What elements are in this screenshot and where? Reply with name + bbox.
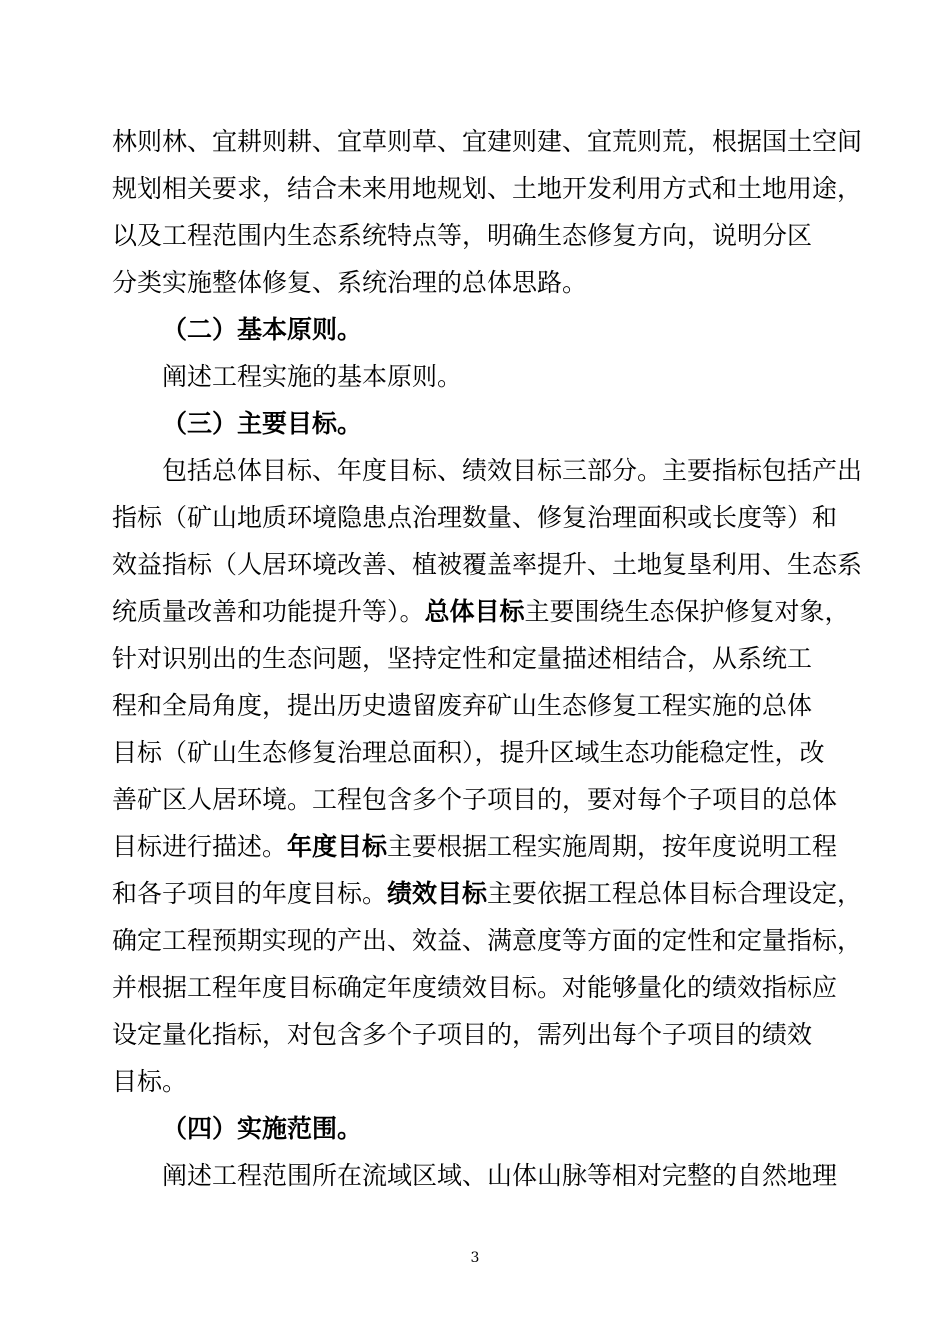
paragraph-line [112,597,850,627]
section-heading-basic-principles: （二）基本原则。 [162,315,363,344]
text-run: 主要根据工程实施周期，按年度说明工程 [387,832,838,861]
text-run: 主要依据工程总体目标合理设定， [487,879,863,908]
paragraph-line: 设定量化指标，对包含多个子项目的，需列出每个子项目的绩效 [112,1020,813,1049]
paragraph-line: 阐述工程实施的基本原则。 [162,362,463,391]
section-heading-implementation-scope: （四）实施范围。 [162,1114,363,1143]
paragraph-line: 包括总体目标、年度目标、绩效目标三部分。主要指标包括产出 [162,456,863,485]
text-run: 和各子项目的年度目标。 [112,879,388,908]
paragraph-line: 规划相关要求，结合未来用地规划、土地开发利用方式和土地用途， [112,174,863,203]
paragraph-line: 林则林、宜耕则耕、宜草则草、宜建则建、宜荒则荒，根据国土空间 [112,127,863,156]
paragraph-line: 阐述工程范围所在流域区域、山体山脉等相对完整的自然地理 [162,1161,838,1190]
paragraph-line: 以及工程范围内生态系统特点等，明确生态修复方向，说明分区 [112,221,813,250]
paragraph-line [112,879,862,909]
paragraph-line: 指标（矿山地质环境隐患点治理数量、修复治理面积或长度等）和 [112,503,838,532]
paragraph-line: 程和全局角度，提出历史遗留废弃矿山生态修复工程实施的总体 [112,691,813,720]
text-run: 统质量改善和功能提升等）。 [112,597,425,626]
page-number: 3 [470,1250,480,1266]
term-annual-goal: 年度目标 [287,832,388,861]
paragraph-line: 效益指标（人居环境改善、植被覆盖率提升、土地复垦利用、生态系 [112,550,863,579]
term-overall-goal: 总体目标 [424,597,525,626]
paragraph-line [112,832,837,862]
section-heading-main-goals: （三）主要目标。 [162,409,363,438]
term-performance-goal: 绩效目标 [387,879,488,908]
text-run: 主要围绕生态保护修复对象， [524,597,850,626]
paragraph-line: 针对识别出的生态问题，坚持定性和定量描述相结合，从系统工 [112,644,813,673]
paragraph-line: 确定工程预期实现的产出、效益、满意度等方面的定性和定量指标， [112,926,863,955]
paragraph-line: 分类实施整体修复、系统治理的总体思路。 [112,268,588,297]
paragraph-line: 并根据工程年度目标确定年度绩效目标。对能够量化的绩效指标应 [112,973,838,1002]
paragraph-line: 善矿区人居环境。工程包含多个子项目的，要对每个子项目的总体 [112,785,838,814]
text-run: 目标进行描述。 [112,832,288,861]
paragraph-line: 目标（矿山生态修复治理总面积），提升区域生态功能稳定性，改 [112,738,825,767]
paragraph-line: 目标。 [112,1067,188,1096]
